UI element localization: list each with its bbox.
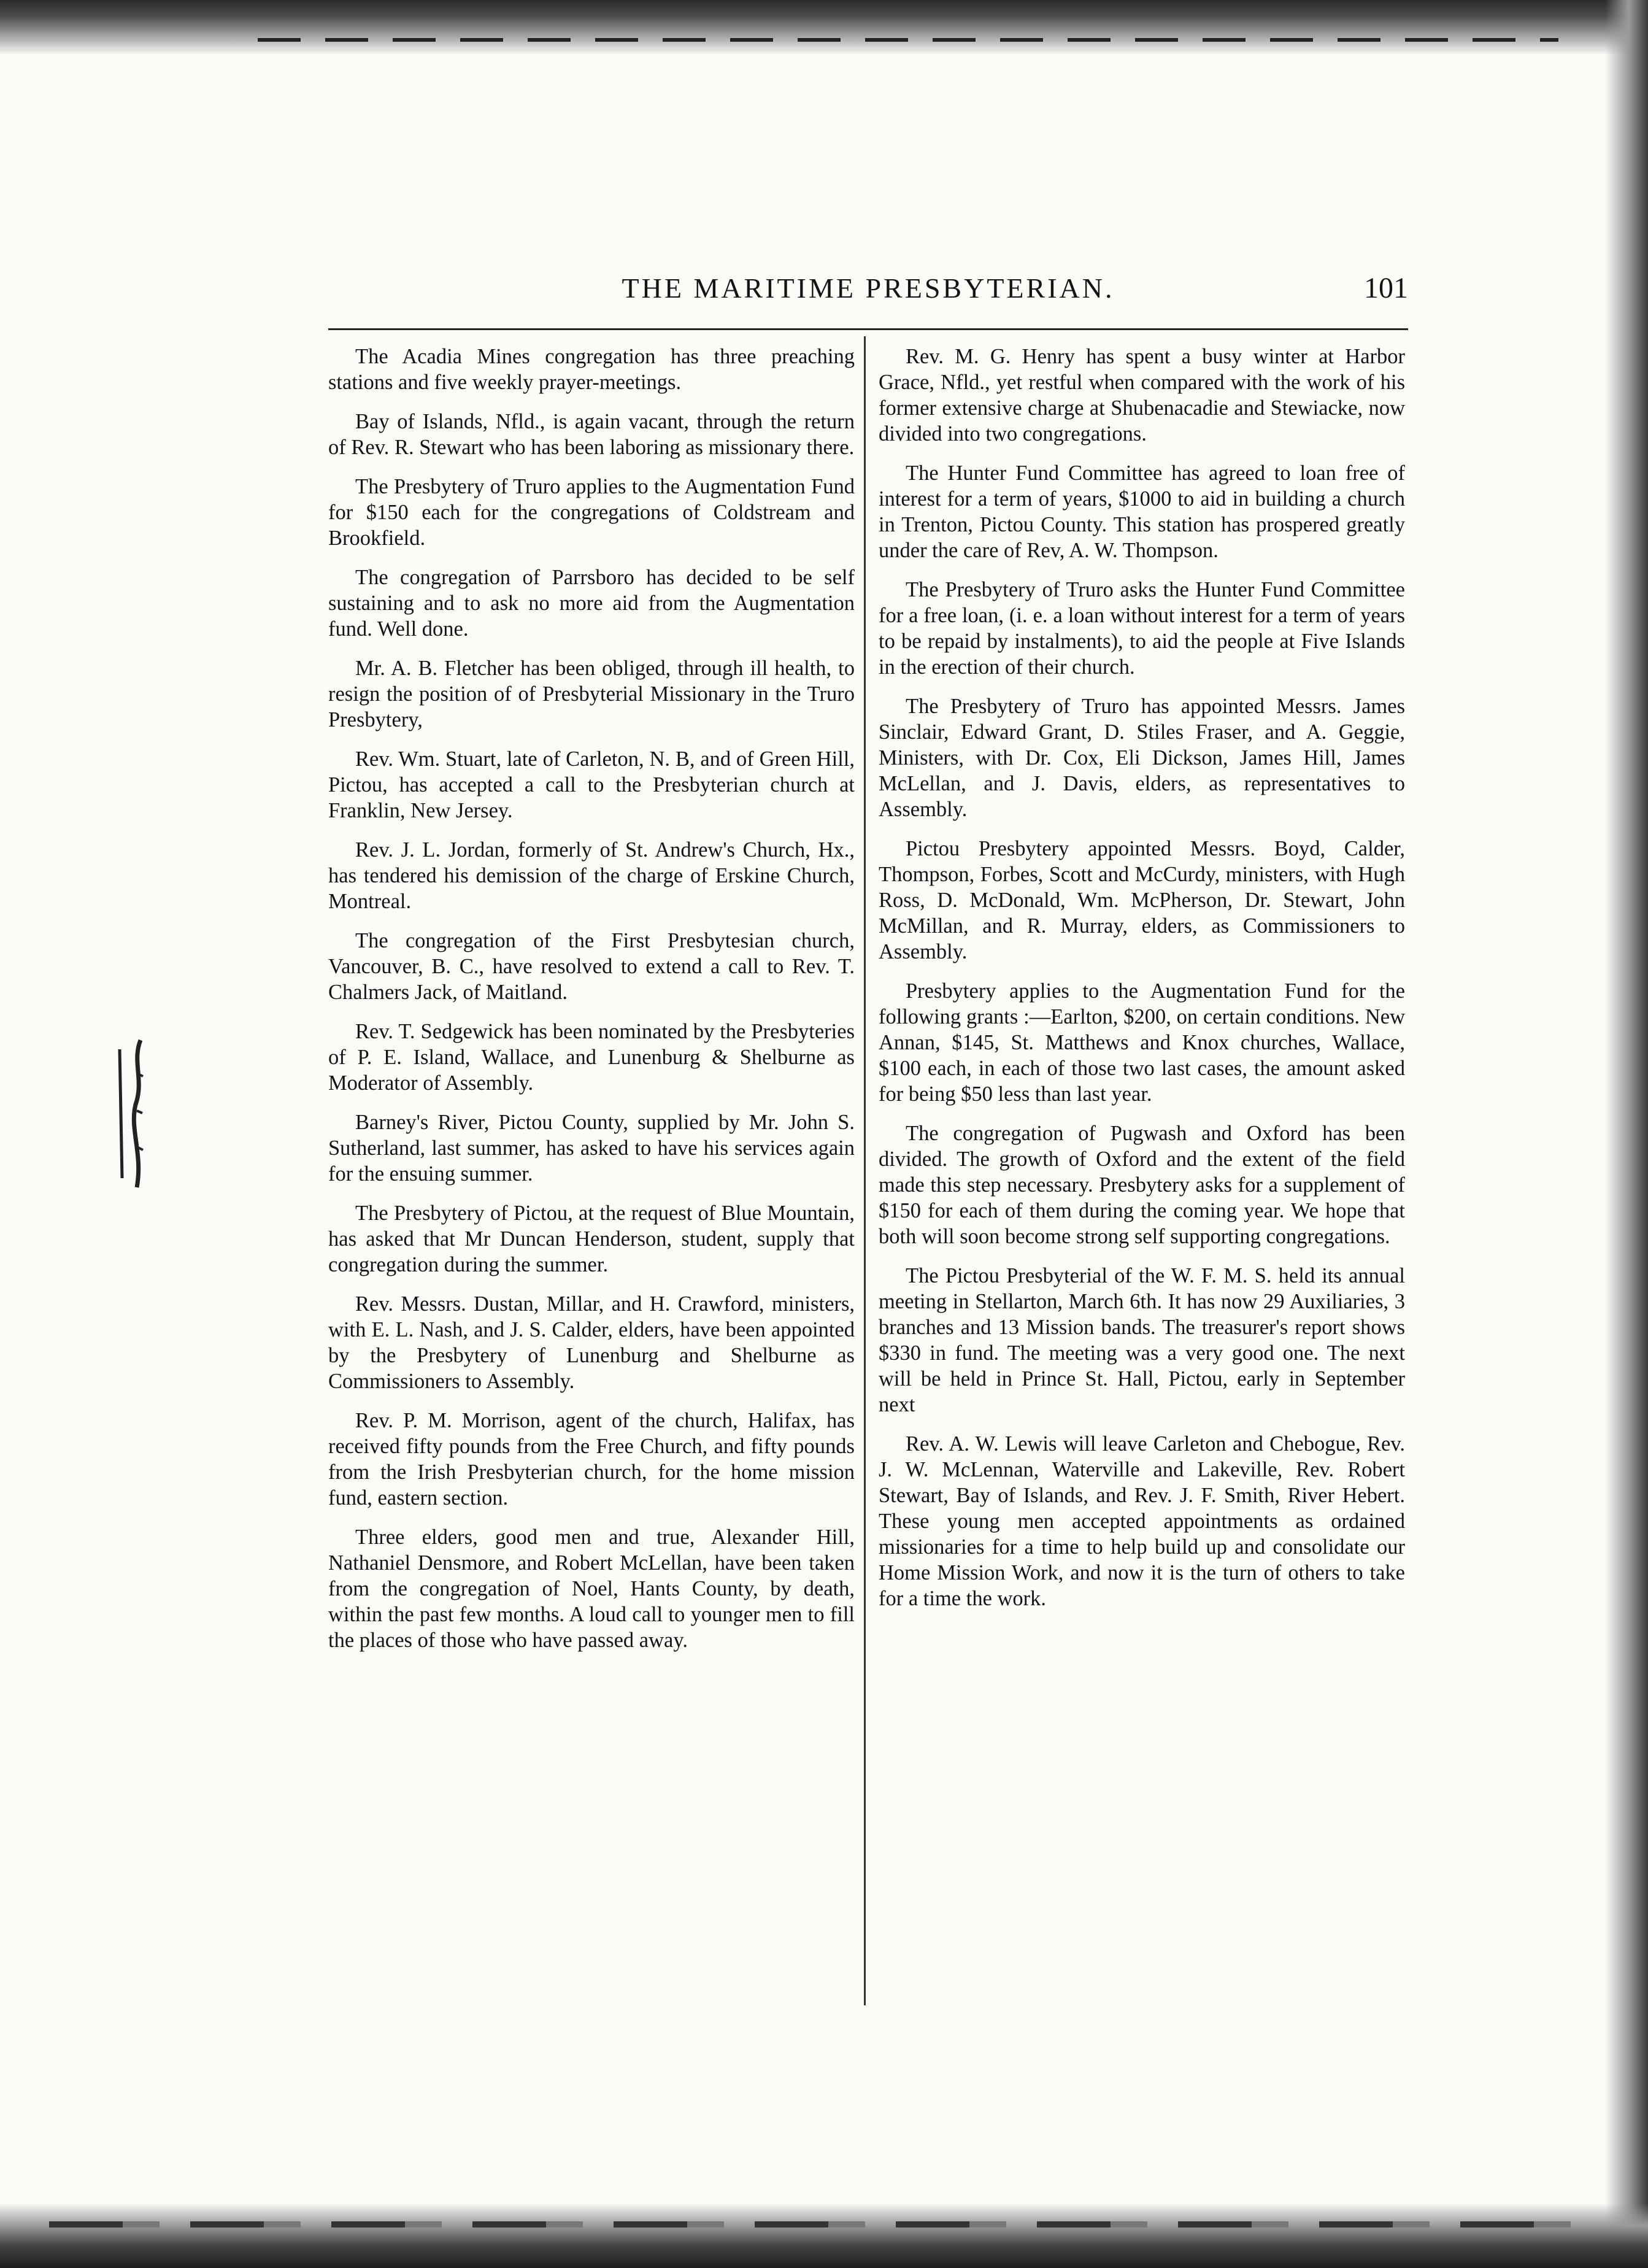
scan-edge-right — [1605, 0, 1648, 2268]
news-item: The Presbytery of Pictou, at the request of Blue Mountain, has asked that Mr Duncan Henderson, student, supply that congregation during the summer. — [328, 1202, 855, 1276]
news-item: The Hunter Fund Committee has agreed to loan free of interest for a term of years, $1000 to aid in building a church in Trenton, Pictou County. This station has prospered greatly under the care of Rev, A. W. Thompson. — [879, 461, 1405, 562]
news-item: Rev. M. G. Henry has spent a busy winter at Harbor Grace, Nfld., yet restful when compared with the work of his former extensive charge at Shubenacadie and Stewiacke, now divided into two congregations. — [879, 345, 1405, 446]
news-item: Rev. J. L. Jordan, formerly of St. Andrew's Church, Hx., has tendered his demission of the charge of Erskine Church, Montreal. — [328, 838, 855, 913]
news-item: The Presbytery of Truro has appointed Messrs. James Sinclair, Edward Grant, D. Stiles Fraser, and A. Geggie, Ministers, with Dr. Cox, Eli Dickson, James Hill, James McLellan, and J. Davis, elders, as representatives to Assembly. — [879, 695, 1405, 821]
column-divider — [864, 336, 866, 2005]
news-item: Rev. T. Sedgewick has been nominated by the Presbyteries of P. E. Island, Wallace, and Lunenburg & Shelburne as Moderator of Assembly. — [328, 1020, 855, 1095]
news-item: The congregation of Pugwash and Oxford has been divided. The growth of Oxford and the extent of the field made this step necessary. Presbytery asks for a supplement of $150 for each of them during the coming year. We hope that both will soon become strong self supporting congregations. — [879, 1122, 1405, 1248]
scan-edge-bottom — [0, 2203, 1648, 2268]
news-item: Three elders, good men and true, Alexander Hill, Nathaniel Densmore, and Robert McLellan, have been taken from the congregation of Noel, Hants County, by death, within the past few months. A loud call to younger men to fill the places of those who have passed away. — [328, 1526, 855, 1652]
header-rule — [328, 328, 1408, 330]
news-item: Bay of Islands, Nfld., is again vacant, through the return of Rev. R. Stewart who has been laboring as missionary there. — [328, 410, 855, 459]
news-item: The congregation of the First Presbytesian church, Vancouver, B. C., have resolved to extend a call to Rev. T. Chalmers Jack, of Maitland. — [328, 929, 855, 1004]
scan-edge-top — [0, 0, 1648, 55]
news-item: Pictou Presbytery appointed Messrs. Boyd, Calder, Thompson, Forbes, Scott and McCurdy, ministers, with Hugh Ross, D. McDonald, Wm. McPherson, Dr. Stewart, John McMillan, and R. Murray, elders, as Commissioners to Assembly. — [879, 837, 1405, 963]
news-item: Rev. A. W. Lewis will leave Carleton and Chebogue, Rev. J. W. McLennan, Waterville and Lakeville, Rev. Robert Stewart, Bay of Islands, and Rev. J. F. Smith, River Hebert. These young men accepted appointments as ordained missionaries for a time to help build up and consolidate our Home Mission Work, and now it is the turn of others to take for a time the work. — [879, 1432, 1405, 1610]
page-number: 101 — [1364, 272, 1408, 304]
scan-edge-top-line — [258, 38, 1558, 42]
news-item: The Presbytery of Truro asks the Hunter Fund Committee for a free loan, (i. e. a loan without interest for a term of years to be repaid by instalments), to aid the people at Five Islands in the erection of their church. — [879, 578, 1405, 679]
news-item: The congregation of Parrsboro has decided to be self sustaining and to ask no more aid from the Augmentation fund. Well done. — [328, 566, 855, 641]
running-title: THE MARITIME PRESBYTERIAN. — [622, 272, 1115, 304]
news-item: Mr. A. B. Fletcher has been obliged, through ill health, to resign the position of of Presbyterial Missionary in the Truro Presbytery, — [328, 657, 855, 731]
page-header — [328, 270, 1408, 325]
scan-edge-bottom-streak — [49, 2221, 1595, 2228]
news-item: The Acadia Mines congregation has three preaching stations and five weekly prayer-meetings. — [328, 345, 855, 394]
left-column — [328, 344, 855, 2111]
binding-mark — [114, 1037, 150, 1190]
news-item: Barney's River, Pictou County, supplied by Mr. John S. Sutherland, last summer, has asked to have his services again for the ensuing summer. — [328, 1111, 855, 1186]
news-item: Rev. Messrs. Dustan, Millar, and H. Crawford, ministers, with E. L. Nash, and J. S. Calder, elders, have been appointed by the Presbytery of Lunenburg and Shelburne as Commissioners to Assembly. — [328, 1292, 855, 1393]
news-item: The Presbytery of Truro applies to the Augmentation Fund for $150 each for the congregations of Coldstream and Brookfield. — [328, 475, 855, 550]
news-item: The Pictou Presbyterial of the W. F. M. S. held its annual meeting in Stellarton, March 6th. It has now 29 Auxiliaries, 3 branches and 13 Mission bands. The treasurer's report shows $330 in fund. The meeting was a very good one. The next will be held in Prince St. Hall, Pictou, early in September next — [879, 1264, 1405, 1416]
right-column — [879, 344, 1405, 2111]
news-item: Presbytery applies to the Augmentation Fund for the following grants :—Earlton, $200, on certain conditions. New Annan, $145, St. Matthews and Knox churches, Wallace, $100 each, in each of those two last cases, the amount asked for being $50 less than last year. — [879, 979, 1405, 1106]
news-item: Rev. P. M. Morrison, agent of the church, Halifax, has received fifty pounds from the Free Church, and fifty pounds from the Irish Presbyterian church, for the home mission fund, eastern section. — [328, 1409, 855, 1510]
news-item: Rev. Wm. Stuart, late of Carleton, N. B, and of Green Hill, Pictou, has accepted a call to the Presbyterian church at Franklin, New Jersey. — [328, 747, 855, 822]
